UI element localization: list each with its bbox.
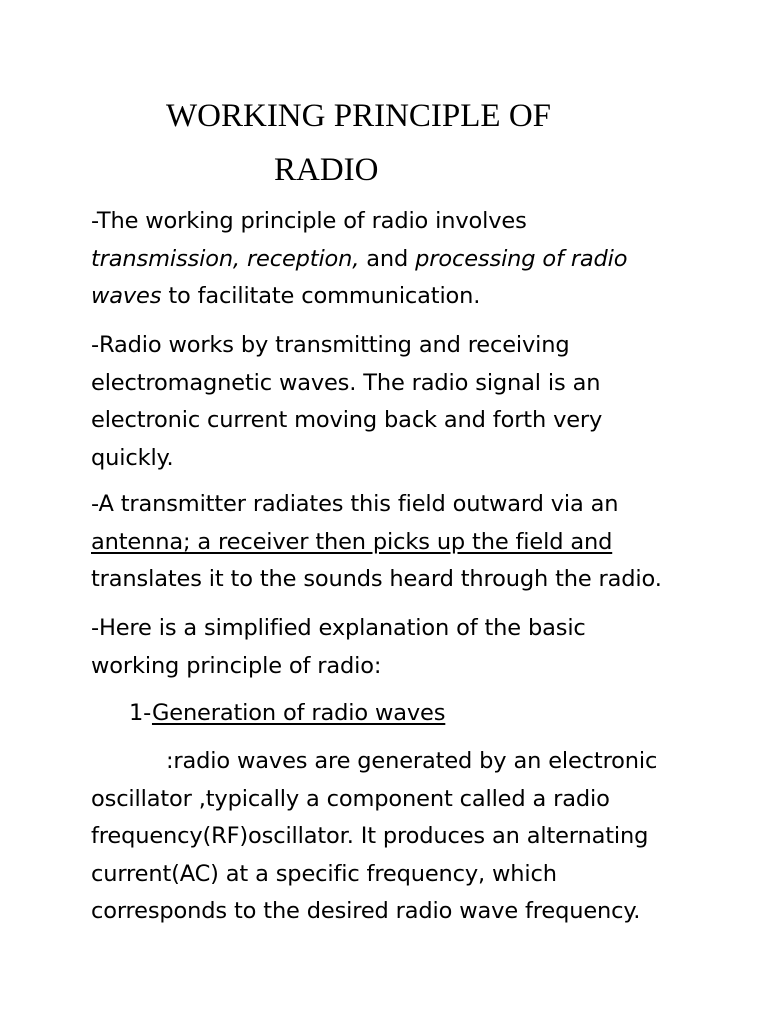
italic-phrase: processing of radio	[415, 245, 628, 272]
paragraph-line: electromagnetic waves. The radio signal is an	[91, 369, 601, 396]
paragraph-line: -The working principle of radio involves	[91, 208, 527, 234]
italic-phrase: transmission, reception,	[91, 245, 360, 272]
text-span: to facilitate communication.	[161, 283, 481, 309]
paragraph-line: :radio waves are generated by an electronic	[166, 748, 658, 774]
section-heading-generation	[129, 695, 729, 733]
paragraph-line: translates it to the sounds heard through the radio.	[91, 566, 662, 592]
paragraph-line: -A transmitter radiates this field outward via an	[91, 491, 619, 517]
paragraph-generation-detail	[91, 743, 691, 931]
paragraph-line: current(AC) at a specific frequency, which	[91, 860, 557, 887]
paragraph-line: electronic current moving back and forth very	[91, 407, 603, 433]
paragraph-line: quickly.	[91, 444, 174, 471]
paragraph-line: -Here is a simplified explanation of the basic	[91, 615, 586, 641]
paragraph-line: corresponds to the desired radio wave frequency.	[91, 898, 641, 924]
paragraph-line: oscillator ,typically a component called a radio	[91, 785, 610, 812]
section-heading-line	[129, 695, 729, 733]
paragraph-intro	[91, 203, 691, 316]
paragraph-line	[91, 278, 691, 316]
paragraph-simplified	[91, 610, 691, 685]
section-number: 1-	[129, 700, 152, 726]
paragraph-line: frequency(RF)oscillator. It produces an alternating	[91, 823, 649, 849]
paragraph-line	[91, 241, 691, 279]
paragraph-line: working principle of radio:	[91, 652, 382, 679]
paragraph-electromagnetic	[91, 327, 691, 477]
document-title-line-2: RADIO	[274, 152, 379, 188]
underlined-phrase: antenna; a receiver then picks up the field and	[91, 528, 613, 555]
paragraph-transmitter	[91, 486, 691, 599]
document-title-line-1: WORKING PRINCIPLE OF	[166, 98, 552, 134]
section-heading-text: Generation of radio waves	[151, 700, 446, 726]
italic-phrase: waves	[91, 283, 162, 309]
text-span: and	[359, 245, 416, 272]
paragraph-line: -Radio works by transmitting and receiving	[91, 332, 570, 358]
paragraph-line	[91, 524, 691, 562]
